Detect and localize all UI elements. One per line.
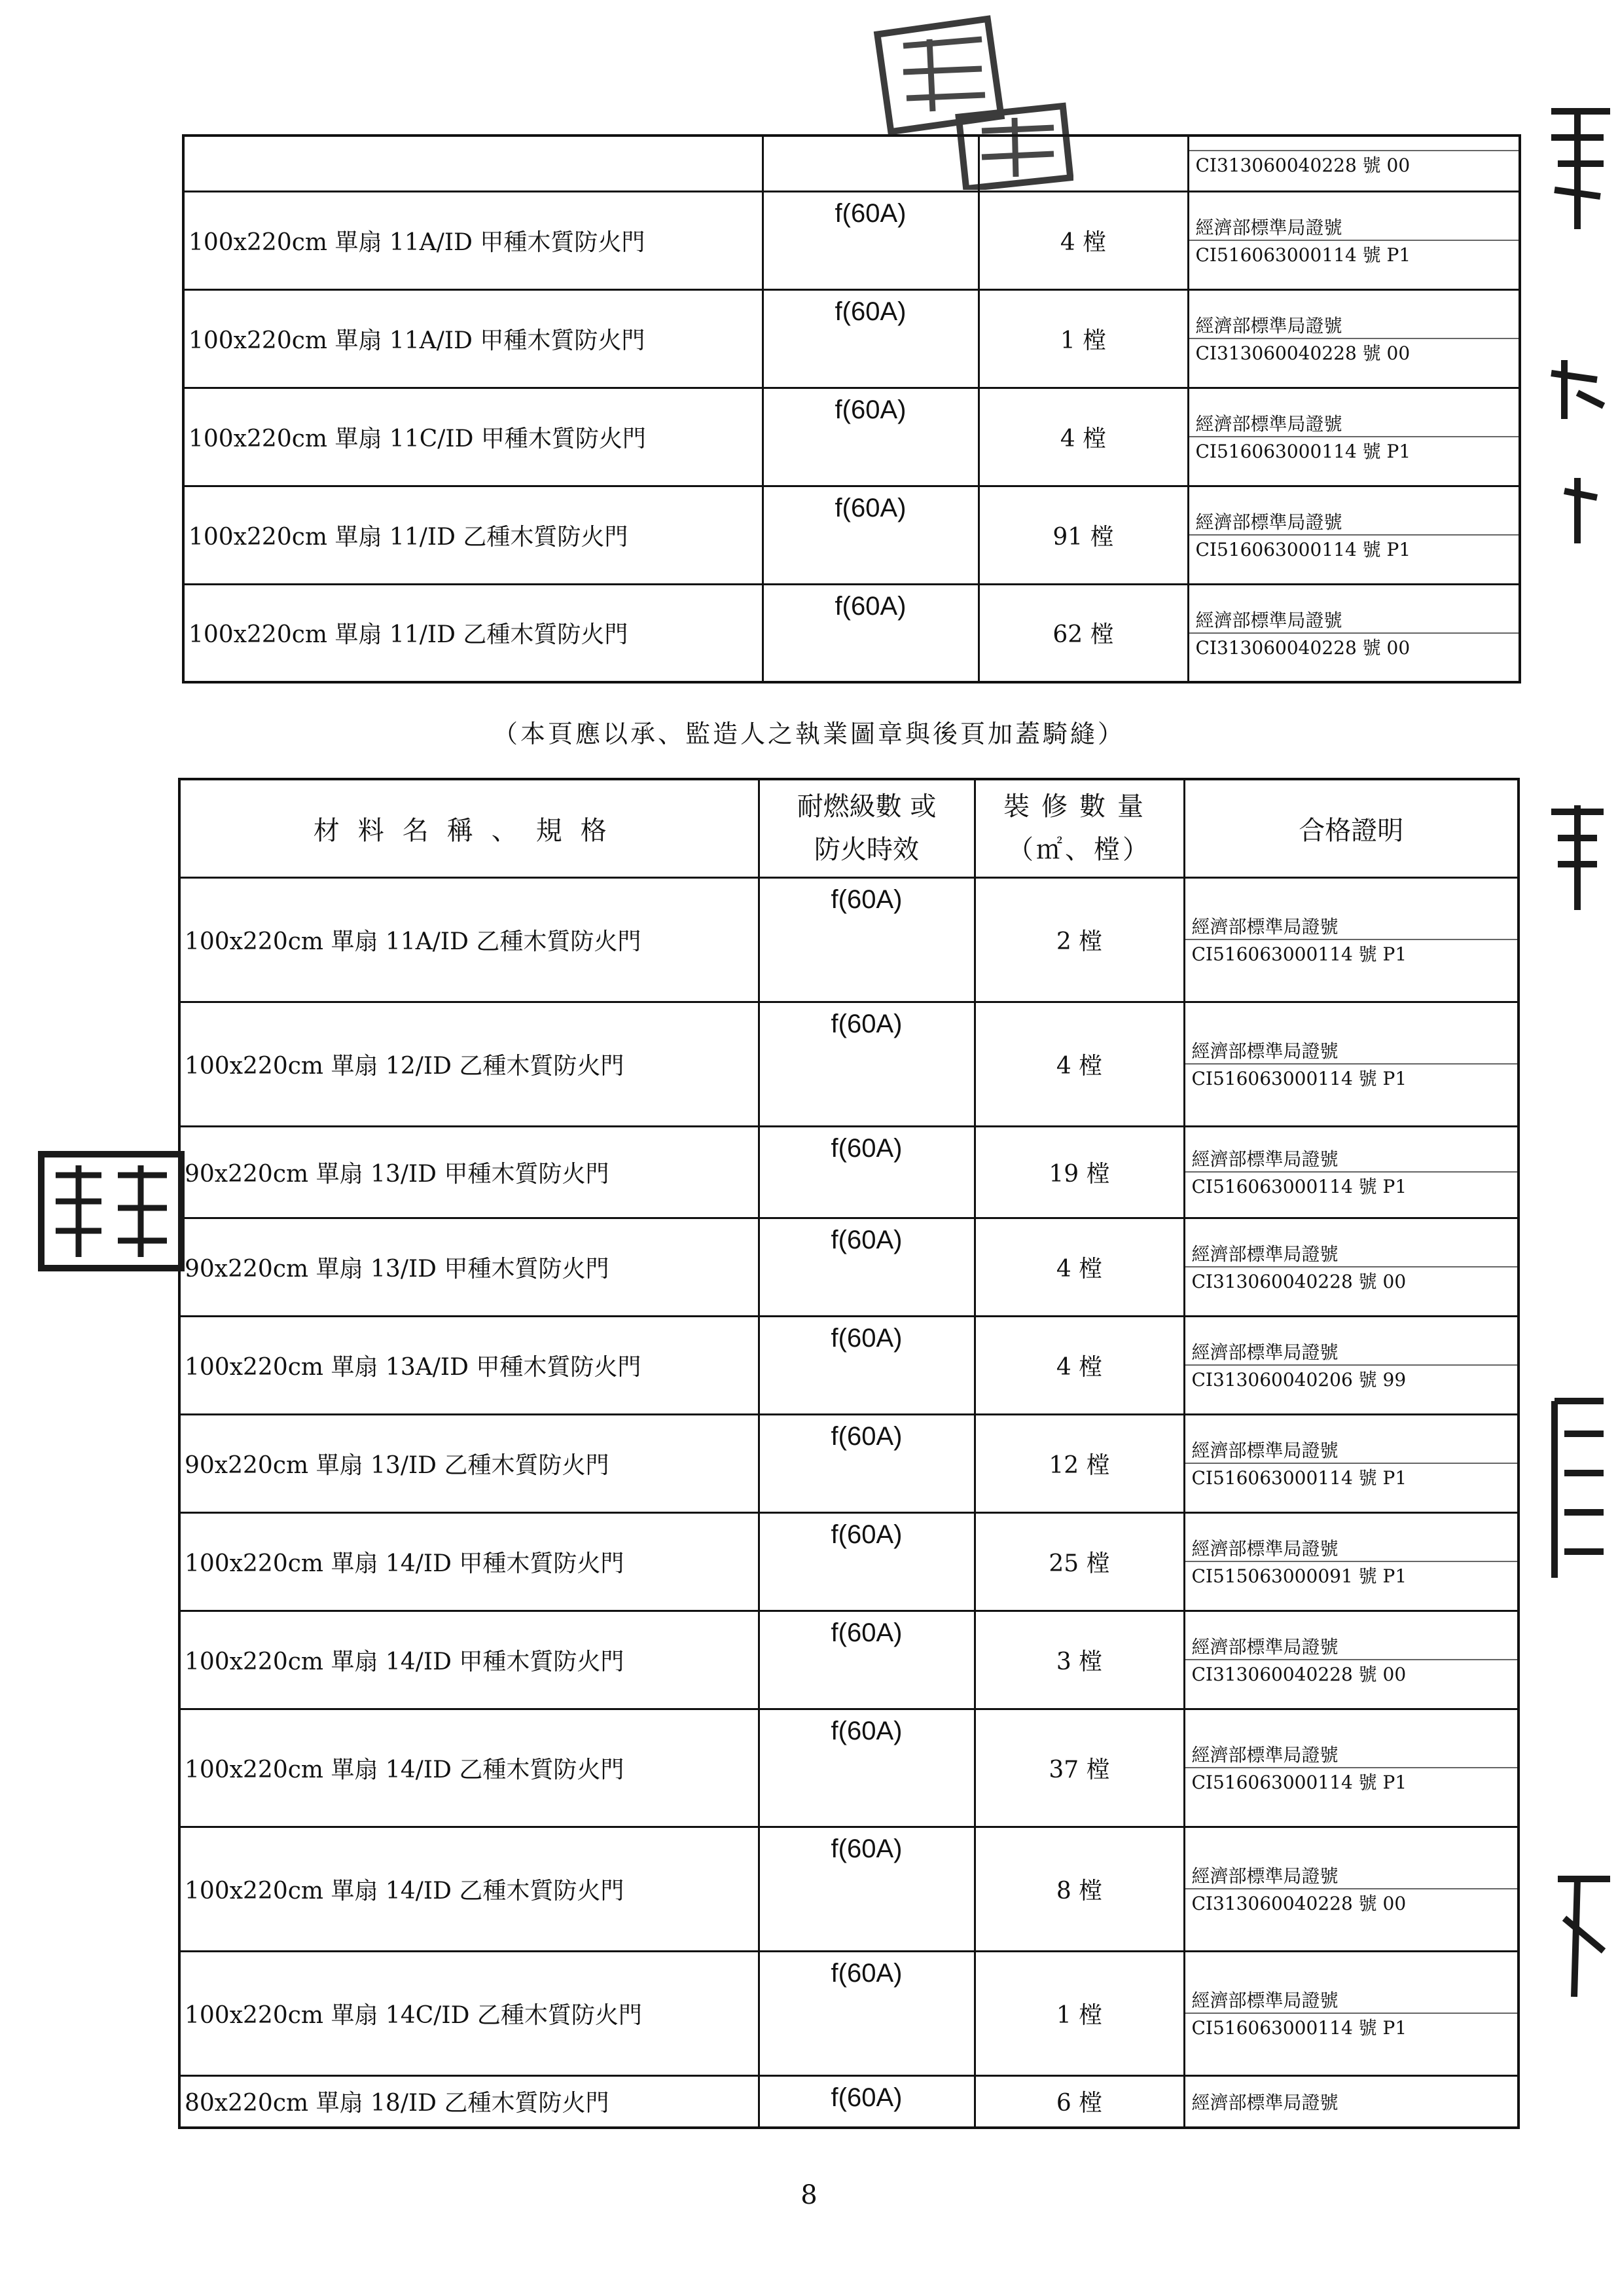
quantity-cell: 62 樘: [979, 584, 1188, 682]
header-certificate: 合格證明: [1184, 779, 1519, 877]
table-row: [183, 289, 1520, 388]
header-row: [179, 779, 1519, 877]
material-name-cell: 100x220cm 單扇 11C/ID 甲種木質防火門: [183, 388, 763, 486]
certificate-cell: [1184, 877, 1519, 1002]
fire-rating-cell: f(60A): [763, 191, 979, 289]
quantity-cell: 4 樘: [975, 1316, 1184, 1414]
material-name-cell: 100x220cm 單扇 11A/ID 甲種木質防火門: [183, 191, 763, 289]
header-qty-line2: （㎡、樘）: [1007, 835, 1151, 866]
certificate-authority: 經濟部標準局證號: [1189, 312, 1519, 339]
certificate-cell: [1188, 388, 1520, 486]
quantity-cell: 4 樘: [979, 191, 1188, 289]
certificate-number: CI516063000114 號 P1: [1191, 2017, 1407, 2039]
material-name-cell: 100x220cm 單扇 13A/ID 甲種木質防火門: [179, 1316, 759, 1414]
certificate-authority: 經濟部標準局證號: [1191, 2091, 1339, 2113]
header-fire-line2: 防火時效: [814, 835, 919, 866]
certificate-number: CI313060040228 號 00: [1191, 1664, 1407, 1685]
material-name-cell: 90x220cm 單扇 13/ID 甲種木質防火門: [179, 1126, 759, 1218]
quantity-cell: 4 樘: [979, 388, 1188, 486]
certificate-number: CI515063000091 號 P1: [1191, 1565, 1407, 1587]
certificate-number: CI516063000114 號 P1: [1191, 1772, 1407, 1793]
quantity-cell: 8 樘: [975, 1827, 1184, 1951]
quantity-cell: 12 樘: [975, 1414, 1184, 1512]
quantity-cell: 1 樘: [975, 1951, 1184, 2075]
header-material-name: 材料名稱、規格: [179, 779, 759, 877]
certificate-number: CI516063000114 號 P1: [1195, 244, 1411, 266]
quantity-cell: 91 樘: [979, 486, 1188, 584]
certificate-number: CI516063000114 號 P1: [1191, 943, 1407, 965]
certificate-number: CI313060040228 號 00: [1195, 636, 1411, 659]
fire-rating-cell: f(60A): [759, 1951, 975, 2075]
seal-stamp-top: [864, 13, 1073, 190]
table-row: [183, 584, 1520, 682]
certificate-cell: [1184, 1951, 1519, 2075]
certificate-number: CI516063000114 號 P1: [1191, 1068, 1407, 1089]
quantity-cell: 1 樘: [979, 289, 1188, 388]
material-name-cell: 100x220cm 單扇 11A/ID 乙種木質防火門: [179, 877, 759, 1002]
certificate-cell: [1184, 2075, 1519, 2128]
fire-rating-cell: f(60A): [763, 486, 979, 584]
table-row: [183, 388, 1520, 486]
table-row: [183, 191, 1520, 289]
quantity-cell: 2 樘: [975, 877, 1184, 1002]
certificate-authority: 經濟部標準局證號: [1189, 606, 1519, 634]
seal-note: （本頁應以承、監造人之執業圖章與後頁加蓋騎縫）: [492, 720, 1125, 748]
quantity-cell: 4 樘: [975, 1218, 1184, 1316]
material-name-cell: 90x220cm 單扇 13/ID 乙種木質防火門: [179, 1414, 759, 1512]
certificate-number: CI313060040228 號 00: [1195, 342, 1411, 364]
certificate-cell: [1184, 1709, 1519, 1827]
certificate-cell: [1184, 1827, 1519, 1951]
table-row: [179, 1951, 1519, 2075]
table-row: [179, 877, 1519, 1002]
table-row: [179, 1218, 1519, 1316]
seal-stamp-left: [36, 1149, 187, 1273]
certificate-authority: 經濟部標準局證號: [1185, 1986, 1518, 2014]
certificate-number: CI516063000114 號 P1: [1191, 1176, 1407, 1197]
fire-rating-cell: f(60A): [759, 1827, 975, 1951]
certificate-number: CI313060040228 號 00: [1191, 1271, 1407, 1292]
certificate-cell: [1184, 1611, 1519, 1709]
continued-materials-table: [182, 134, 1521, 683]
fire-rating-cell: f(60A): [759, 1414, 975, 1512]
table-row: [179, 1316, 1519, 1414]
certificate-cell: [1188, 191, 1520, 289]
certificate-authority: 經濟部標準局證號: [1185, 1741, 1518, 1768]
certificate-number: CI516063000114 號 P1: [1195, 539, 1411, 560]
material-name-cell: [183, 136, 763, 191]
fire-rating-cell: f(60A): [763, 289, 979, 388]
material-name-cell: 100x220cm 單扇 14/ID 甲種木質防火門: [179, 1611, 759, 1709]
certificate-cell: [1188, 136, 1520, 191]
material-name-cell: 100x220cm 單扇 14C/ID 乙種木質防火門: [179, 1951, 759, 2075]
table-row: [179, 2075, 1519, 2128]
certificate-authority: 經濟部標準局證號: [1185, 1862, 1518, 1889]
material-name-cell: 100x220cm 單扇 14/ID 乙種木質防火門: [179, 1827, 759, 1951]
fire-rating-cell: f(60A): [759, 1611, 975, 1709]
fire-rating-cell: f(60A): [759, 1218, 975, 1316]
fire-rating-cell: f(60A): [763, 584, 979, 682]
certificate-cell: [1184, 1126, 1519, 1218]
certificate-cell: [1184, 1002, 1519, 1126]
certificate-authority: 經濟部標準局證號: [1185, 1535, 1518, 1562]
quantity-cell: 4 樘: [975, 1002, 1184, 1126]
header-fire-line1: 耐燃級數 或: [797, 792, 937, 822]
fire-rating-cell: f(60A): [759, 1316, 975, 1414]
material-name-cell: 100x220cm 單扇 14/ID 乙種木質防火門: [179, 1709, 759, 1827]
material-name-cell: 100x220cm 單扇 11/ID 乙種木質防火門: [183, 486, 763, 584]
certificate-cell: [1184, 1218, 1519, 1316]
header-fire-rating: [759, 779, 975, 877]
table-row: [179, 1827, 1519, 1951]
fire-rating-cell: f(60A): [759, 877, 975, 1002]
table-row: [179, 1002, 1519, 1126]
table-row: [179, 1414, 1519, 1512]
certificate-cell: [1184, 1316, 1519, 1414]
quantity-cell: 37 樘: [975, 1709, 1184, 1827]
table-row: [179, 1709, 1519, 1827]
material-name-cell: 100x220cm 單扇 11/ID 乙種木質防火門: [183, 584, 763, 682]
fire-rating-cell: f(60A): [759, 1709, 975, 1827]
fire-rating-cell: f(60A): [759, 1002, 975, 1126]
certificate-authority: 經濟部標準局證號: [1185, 1037, 1518, 1065]
table-row: [183, 486, 1520, 584]
certificate-cell: [1188, 486, 1520, 584]
certificate-number: CI313060040206 號 99: [1191, 1369, 1407, 1391]
certificate-authority: 經濟部標準局證號: [1185, 1338, 1518, 1366]
header-qty-line1: 裝修數量: [1003, 792, 1155, 822]
certificate-authority: 經濟部標準局證號: [1189, 410, 1519, 437]
table-row: [183, 136, 1520, 191]
fire-rating-cell: f(60A): [759, 1512, 975, 1611]
certificate-authority: 經濟部標準局證號: [1189, 508, 1519, 536]
quantity-cell: 25 樘: [975, 1512, 1184, 1611]
certificate-authority: 經濟部標準局證號: [1185, 1436, 1518, 1464]
certificate-cell: [1188, 289, 1520, 388]
table-row: [179, 1126, 1519, 1218]
certificate-authority: 經濟部標準局證號: [1185, 1240, 1518, 1267]
fire-rating-cell: f(60A): [763, 388, 979, 486]
material-name-cell: 100x220cm 單扇 11A/ID 甲種木質防火門: [183, 289, 763, 388]
certificate-number: CI313060040228 號 00: [1191, 1893, 1407, 1914]
materials-table: [178, 778, 1520, 2129]
material-name-cell: 90x220cm 單扇 13/ID 甲種木質防火門: [179, 1218, 759, 1316]
seal-fragment-right: [1538, 98, 1617, 2030]
certificate-authority: 經濟部標準局證號: [1185, 1633, 1518, 1660]
material-name-cell: 80x220cm 單扇 18/ID 乙種木質防火門: [179, 2075, 759, 2128]
certificate-cell: [1188, 584, 1520, 682]
table-row: [179, 1611, 1519, 1709]
quantity-cell: 19 樘: [975, 1126, 1184, 1218]
material-name-cell: 100x220cm 單扇 12/ID 乙種木質防火門: [179, 1002, 759, 1126]
certificate-number: CI516063000114 號 P1: [1191, 1467, 1407, 1489]
certificate-authority: 經濟部標準局證號: [1185, 1145, 1518, 1173]
table-row: [179, 1512, 1519, 1611]
fire-rating-cell: f(60A): [759, 2075, 975, 2128]
certificate-cell: [1184, 1512, 1519, 1611]
certificate-cell: [1184, 1414, 1519, 1512]
certificate-number: CI313060040228 號 00: [1195, 154, 1411, 176]
certificate-authority: 經濟部標準局證號: [1189, 213, 1519, 241]
material-name-cell: 100x220cm 單扇 14/ID 甲種木質防火門: [179, 1512, 759, 1611]
certificate-number: CI516063000114 號 P1: [1195, 441, 1411, 462]
page-number: 8: [800, 2180, 818, 2210]
quantity-cell: 3 樘: [975, 1611, 1184, 1709]
fire-rating-cell: f(60A): [759, 1126, 975, 1218]
header-quantity: [975, 779, 1184, 877]
quantity-cell: 6 樘: [975, 2075, 1184, 2128]
certificate-authority: 經濟部標準局證號: [1185, 913, 1518, 940]
